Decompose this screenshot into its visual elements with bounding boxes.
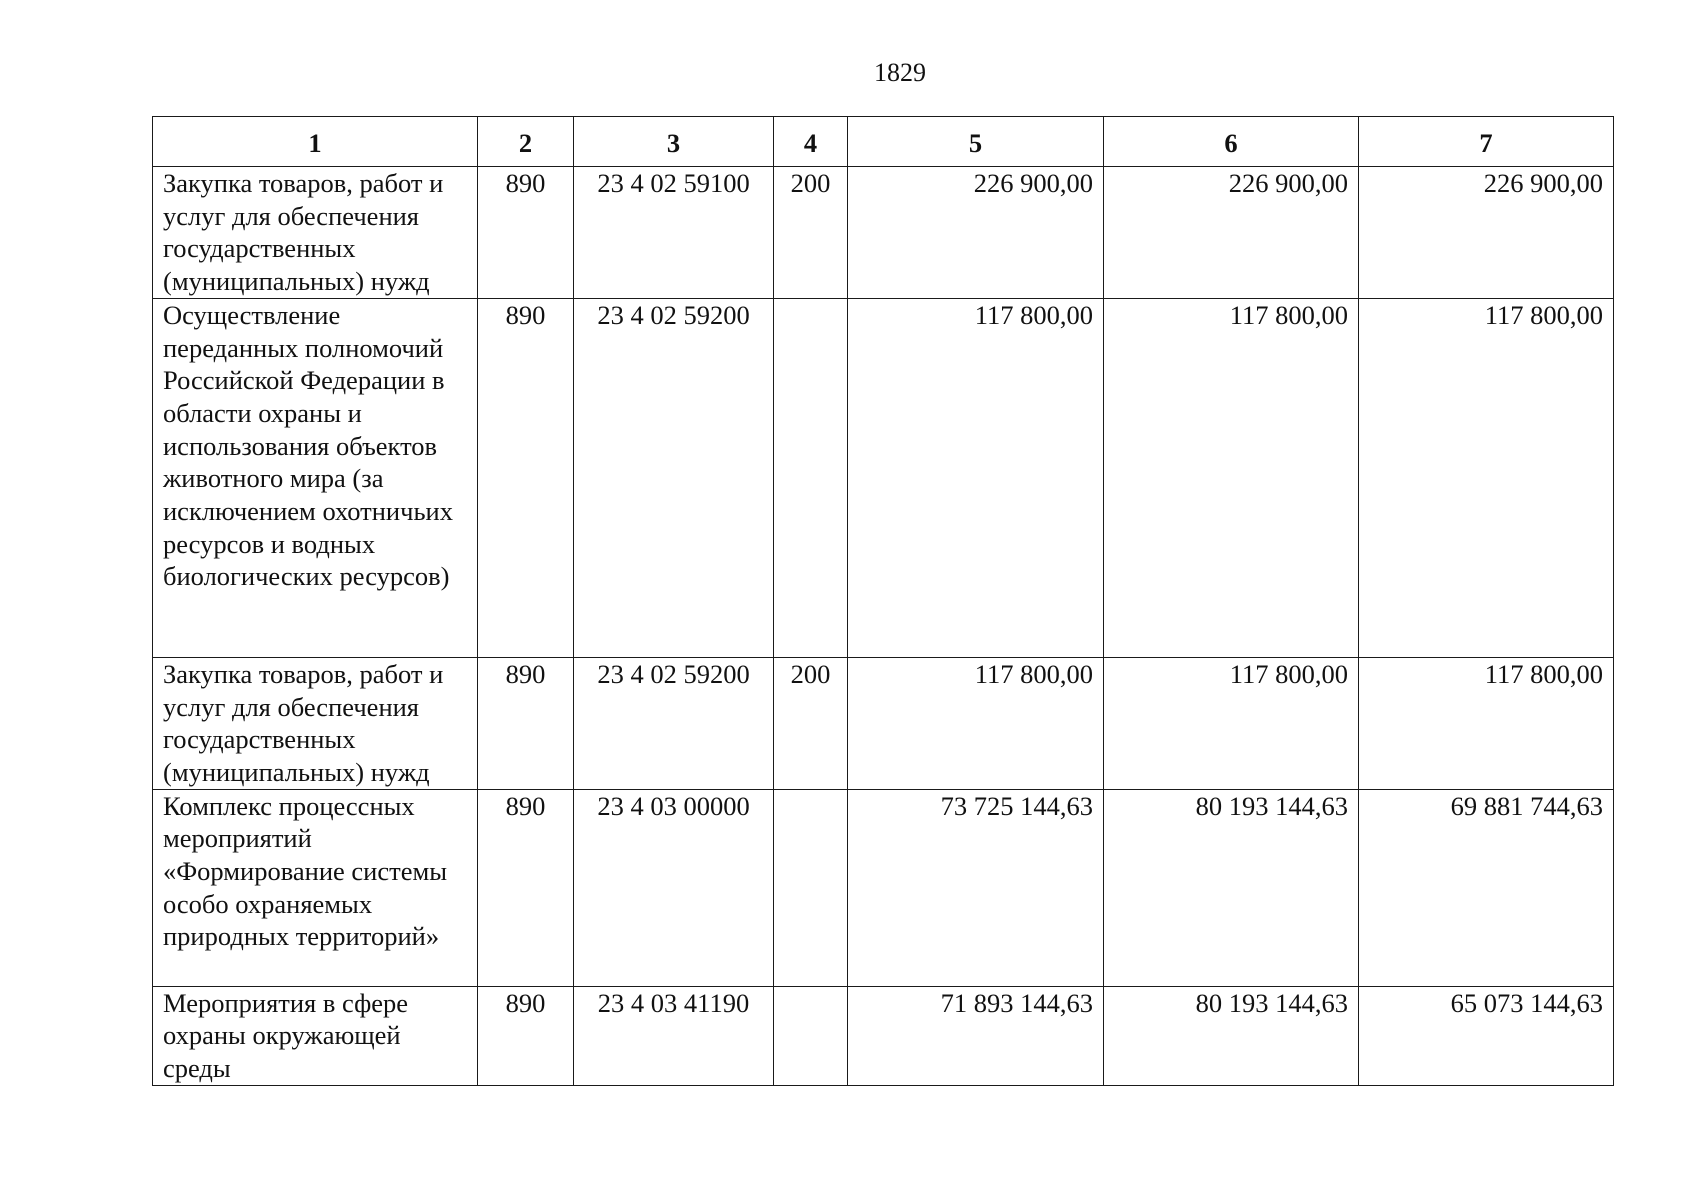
header-row [153,117,1614,167]
expense-type-cell: 200 [774,657,848,789]
expense-type-cell [774,986,848,1085]
table-row [153,657,1614,789]
column-header-5: 5 [848,117,1104,167]
ministry-code-cell: 890 [478,298,574,657]
ministry-code-cell: 890 [478,167,574,299]
amount-col5-cell: 117 800,00 [848,298,1104,657]
budget-table [152,116,1614,1086]
target-article-cell: 23 4 02 59100 [574,167,774,299]
amount-col5-cell: 226 900,00 [848,167,1104,299]
column-header-7: 7 [1359,117,1614,167]
expense-name-cell: Комплекс процессных мероприятий «Формирование системы особо охраняемых природных территорий» [153,789,478,986]
amount-col7-cell: 226 900,00 [1359,167,1614,299]
expense-name-cell: Осуществление переданных полномочий Российской Федерации в области охраны и использования объектов животного мира (за исключением охотничьих ресурсов и водных биологических ресурсов) [153,298,478,657]
expense-type-cell: 200 [774,167,848,299]
amount-col7-cell: 65 073 144,63 [1359,986,1614,1085]
amount-col6-cell: 80 193 144,63 [1104,789,1359,986]
amount-col7-cell: 117 800,00 [1359,657,1614,789]
column-header-1: 1 [153,117,478,167]
expense-type-cell [774,298,848,657]
column-header-3: 3 [574,117,774,167]
target-article-cell: 23 4 03 41190 [574,986,774,1085]
ministry-code-cell: 890 [478,986,574,1085]
amount-col6-cell: 117 800,00 [1104,657,1359,789]
page-number: 1829 [874,58,926,87]
amount-col7-cell: 69 881 744,63 [1359,789,1614,986]
expense-name-cell: Закупка товаров, работ и услуг для обеспечения государственных (муниципальных) нужд [153,167,478,299]
column-header-4: 4 [774,117,848,167]
amount-col6-cell: 226 900,00 [1104,167,1359,299]
column-header-6: 6 [1104,117,1359,167]
table-row [153,986,1614,1085]
target-article-cell: 23 4 03 00000 [574,789,774,986]
target-article-cell: 23 4 02 59200 [574,657,774,789]
table-row [153,167,1614,299]
ministry-code-cell: 890 [478,657,574,789]
table-row [153,298,1614,657]
amount-col6-cell: 80 193 144,63 [1104,986,1359,1085]
amount-col6-cell: 117 800,00 [1104,298,1359,657]
target-article-cell: 23 4 02 59200 [574,298,774,657]
amount-col5-cell: 117 800,00 [848,657,1104,789]
column-header-2: 2 [478,117,574,167]
table-row [153,789,1614,986]
amount-col7-cell: 117 800,00 [1359,298,1614,657]
expense-name-cell: Мероприятия в сфере охраны окружающей среды [153,986,478,1085]
amount-col5-cell: 71 893 144,63 [848,986,1104,1085]
expense-type-cell [774,789,848,986]
amount-col5-cell: 73 725 144,63 [848,789,1104,986]
expense-name-cell: Закупка товаров, работ и услуг для обеспечения государственных (муниципальных) нужд [153,657,478,789]
ministry-code-cell: 890 [478,789,574,986]
